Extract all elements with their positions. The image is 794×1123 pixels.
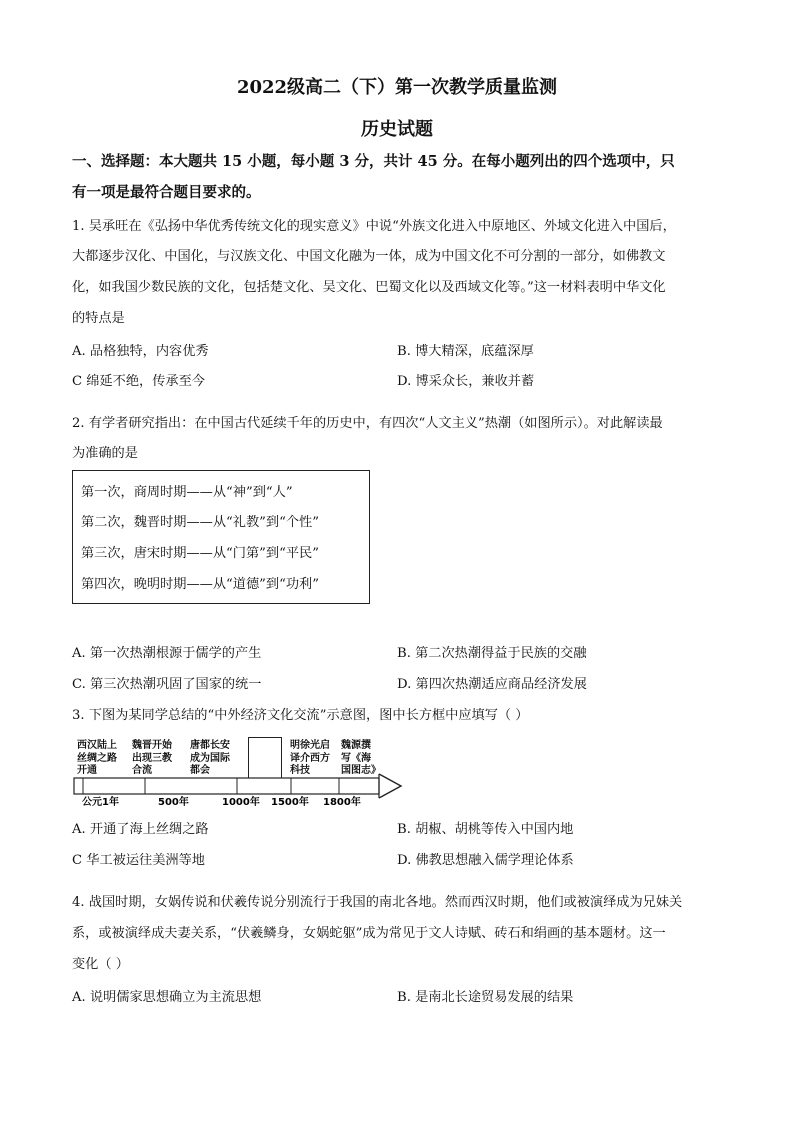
option-c[interactable]: C 华工被运往美洲等地 bbox=[72, 853, 205, 868]
timeline-arrow-icon bbox=[379, 774, 401, 798]
question-text-line: 系，或被演绎成夫妻关系，“伏羲鳞身，女娲蛇躯”成为常见于文人诗赋、砖石和绢画的基本题材。这一 bbox=[72, 926, 666, 941]
section-heading-line2: 有一项是最符合题目要求的。 bbox=[72, 184, 261, 201]
tick-label: 500年 bbox=[158, 797, 189, 808]
event-text: 魏源撰 bbox=[341, 740, 371, 751]
option-c[interactable]: C 绵延不绝，传承至今 bbox=[72, 374, 205, 389]
event-text: 开通 bbox=[77, 765, 97, 776]
question-text-line: 2. 有学者研究指出：在中国古代延续千年的历史中，有四次“人文主义”热潮（如图所示）。对此解读最 bbox=[72, 416, 663, 431]
option-a[interactable]: A. 开通了海上丝绸之路 bbox=[72, 822, 209, 837]
event-text: 国图志》 bbox=[341, 765, 381, 776]
question-text-line: 的特点是 bbox=[72, 311, 125, 326]
tick-label: 1500年 bbox=[271, 797, 309, 808]
event-text: 写《海 bbox=[341, 752, 371, 764]
event-text: 魏晋开始 bbox=[132, 740, 172, 751]
exam-title: 2022级高二（下）第一次教学质量监测 bbox=[236, 77, 558, 98]
question-text-line: 1. 吴承旺在《弘扬中华优秀传统文化的现实意义》中说“外族文化进入中原地区、外域文化进入中国后， bbox=[72, 219, 676, 234]
exam-subtitle: 历史试题 bbox=[361, 119, 433, 140]
box-row: 第一次，商周时期——从“神”到“人” bbox=[81, 485, 293, 500]
option-b[interactable]: B. 是南北长途贸易发展的结果 bbox=[397, 990, 574, 1005]
question-text-line: 化，如我国少数民族的文化，包括楚文化、吴文化、巴蜀文化以及西域文化等。”这一材料表明中华文化 bbox=[72, 280, 666, 295]
option-d[interactable]: D. 佛教思想融入儒学理论体系 bbox=[397, 853, 574, 868]
section-heading-line1: 一、选择题：本大题共 15 小题，每小题 3 分，共计 45 分。在每小题列出的四个选项中，只 bbox=[72, 153, 675, 170]
box-row: 第四次，晚明时期——从“道德”到“功利” bbox=[81, 577, 319, 592]
tick-label: 公元1年 bbox=[82, 797, 119, 808]
question-text-line: 变化（ ） bbox=[72, 957, 129, 972]
option-a[interactable]: A. 品格独特，内容优秀 bbox=[72, 344, 209, 359]
option-a[interactable]: A. 说明儒家思想确立为主流思想 bbox=[72, 990, 262, 1005]
box-row: 第二次，魏晋时期——从“礼教”到“个性” bbox=[81, 515, 319, 530]
event-text: 明徐光启 bbox=[290, 740, 330, 751]
option-c[interactable]: C. 第三次热潮巩固了国家的统一 bbox=[72, 677, 262, 692]
question-text-line: 为准确的是 bbox=[72, 446, 138, 461]
tick-label: 1800年 bbox=[323, 797, 361, 808]
option-b[interactable]: B. 第二次热潮得益于民族的交融 bbox=[397, 646, 587, 661]
humanism-waves-box bbox=[72, 470, 370, 604]
box-row: 第三次，唐宋时期——从“门第”到“平民” bbox=[81, 546, 319, 561]
question-text-line: 4. 战国时期，女娲传说和伏羲传说分别流行于我国的南北各地。然而西汉时期，他们或被演绎成为兄妹关 bbox=[72, 895, 683, 910]
event-text: 西汉陆上 bbox=[77, 740, 117, 751]
option-a[interactable]: A. 第一次热潮根源于儒学的产生 bbox=[72, 646, 262, 661]
event-text: 丝绸之路 bbox=[77, 752, 117, 764]
timeline-diagram bbox=[72, 772, 407, 808]
event-text: 都会 bbox=[190, 765, 210, 776]
event-text: 成为国际 bbox=[190, 752, 230, 764]
event-text: 译介西方 bbox=[290, 752, 330, 764]
question-text-line: 大都逐步汉化、中国化，与汉族文化、中国文化融为一体，成为中国文化不可分割的一部分，如佛教文 bbox=[72, 249, 666, 264]
event-text: 出现三教 bbox=[132, 752, 172, 764]
timeline-bar bbox=[74, 778, 379, 794]
option-b[interactable]: B. 胡椒、胡桃等传入中国内地 bbox=[397, 822, 574, 837]
option-b[interactable]: B. 博大精深，底蕴深厚 bbox=[397, 344, 534, 359]
event-text: 科技 bbox=[290, 765, 310, 776]
event-text: 合流 bbox=[132, 765, 152, 776]
tick-label: 1000年 bbox=[222, 797, 260, 808]
option-d[interactable]: D. 第四次热潮适应商品经济发展 bbox=[397, 677, 587, 692]
option-d[interactable]: D. 博采众长，兼收并蓄 bbox=[397, 374, 535, 389]
question-text-line: 3. 下图为某同学总结的“中外经济文化交流”示意图，图中长方框中应填写（ ） bbox=[72, 708, 529, 723]
event-text: 唐都长安 bbox=[190, 740, 230, 751]
